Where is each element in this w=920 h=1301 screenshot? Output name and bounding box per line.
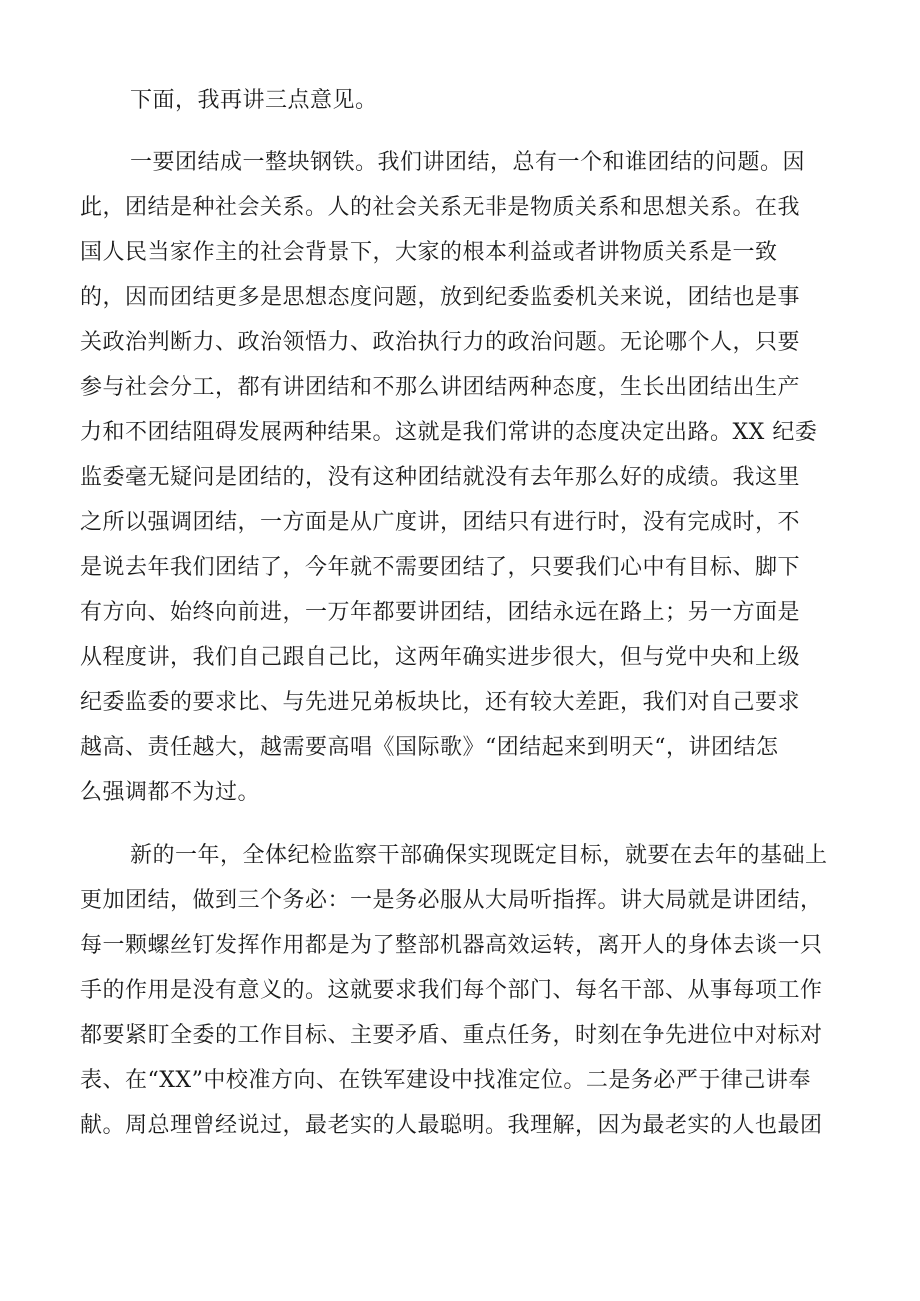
text-line: 监委毫无疑问是团结的，没有这种团结就没有去年那么好的成绩。我这里	[80, 465, 801, 490]
text-line: 此，团结是种社会关系。人的社会关系无非是物质关系和思想关系。在我	[80, 195, 801, 220]
text-line: 么强调都不为过。	[80, 780, 261, 805]
text-line: 每一颗螺丝钉发挥作用都是为了整部机器高效运转，离开人的身体去谈一只	[80, 933, 823, 958]
text-line: 更加团结，做到三个务必：一是务必服从大局听指挥。讲大局就是讲团结，	[80, 888, 823, 913]
text-line: 参与社会分工，都有讲团结和不那么讲团结两种态度，生长出团结出生产	[80, 375, 801, 400]
text-line: 之所以强调团结，一方面是从广度讲，团结只有进行时，没有完成时，不	[80, 510, 801, 535]
text-line: 一要团结成一整块钢铁。我们讲团结，总有一个和谁团结的问题。因	[130, 150, 806, 175]
text-line: 有方向、始终向前进，一万年都要讲团结，团结永远在路上；另一方面是	[80, 600, 801, 625]
text-line: 新的一年，全体纪检监察干部确保实现既定目标，就要在去年的基础上	[130, 843, 828, 868]
text-line: 手的作用是没有意义的。这就要求我们每个部门、每名干部、从事每项工作	[80, 978, 823, 1003]
text-line: 献。周总理曾经说过，最老实的人最聪明。我理解，因为最老实的人也最团	[80, 1113, 823, 1138]
text-line: 国人民当家作主的社会背景下，大家的根本利益或者讲物质关系是一致	[80, 240, 778, 265]
text-line: 都要紧盯全委的工作目标、主要矛盾、重点任务，时刻在争先进位中对标对	[80, 1023, 823, 1048]
text-line: 关政治判断力、政治领悟力、政治执行力的政治问题。无论哪个人，只要	[80, 330, 801, 355]
text-line: 下面，我再讲三点意见。	[130, 88, 378, 113]
text-line: 纪委监委的要求比、与先进兄弟板块比，还有较大差距，我们对自己要求	[80, 690, 801, 715]
text-line: 力和不团结阻碍发展两种结果。这就是我们常讲的态度决定出路。XX 纪委	[80, 420, 818, 445]
text-line: 的，因而团结更多是思想态度问题，放到纪委监委机关来说，团结也是事	[80, 285, 801, 310]
text-line: 是说去年我们团结了，今年就不需要团结了，只要我们心中有目标、脚下	[80, 555, 801, 580]
text-line: 越高、责任越大，越需要高唱《国际歌》“团结起来到明天“，讲团结怎	[80, 735, 779, 760]
text-line: 表、在“XX”中校准方向、在铁军建设中找准定位。二是务必严于律己讲奉	[80, 1068, 811, 1093]
text-line: 从程度讲，我们自己跟自己比，这两年确实进步很大，但与党中央和上级	[80, 645, 801, 670]
